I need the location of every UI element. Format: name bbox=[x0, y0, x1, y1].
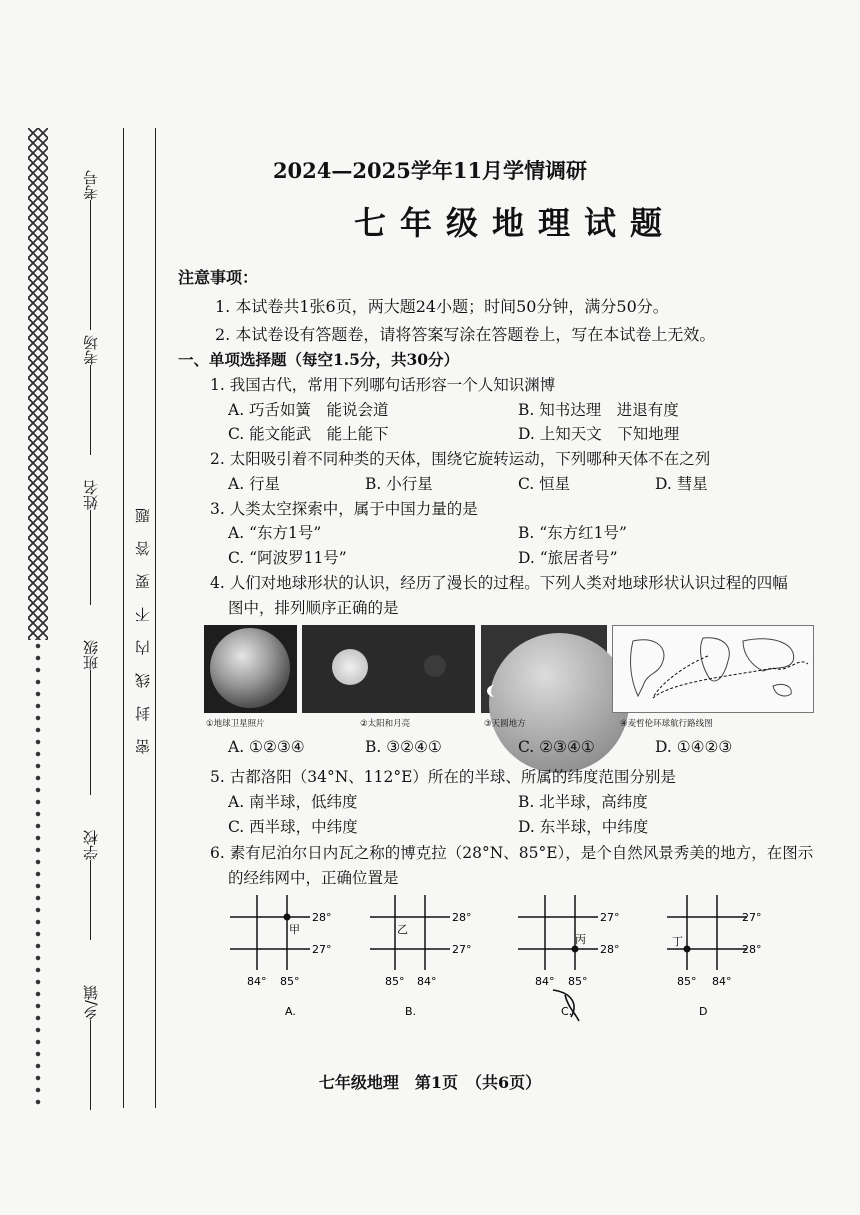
notice-item-2: 2. 本试卷设有答题卷，请将答案写涂在答题卷上，写在本试卷上无效。 bbox=[215, 325, 716, 344]
svg-text:甲: 甲 bbox=[289, 923, 300, 936]
option[interactable]: C. 西半球，中纬度 bbox=[228, 818, 358, 836]
svg-text:85°: 85° bbox=[568, 975, 588, 988]
svg-text:28°: 28° bbox=[742, 943, 762, 956]
svg-text:84°: 84° bbox=[712, 975, 732, 988]
image-caption: ③天圆地方 bbox=[484, 719, 526, 729]
field-name[interactable]: 姓名 bbox=[80, 480, 101, 605]
svg-text:85°: 85° bbox=[677, 975, 697, 988]
question-stem: 6. 素有尼泊尔日内瓦之称的博克拉（28°N、85°E），是个自然风景秀美的地方，在图示 bbox=[210, 844, 814, 862]
grid-option-c[interactable] bbox=[513, 895, 623, 1020]
field-town[interactable]: 乡/镇 bbox=[80, 985, 101, 1110]
option[interactable]: B. 北半球，高纬度 bbox=[518, 793, 648, 811]
svg-text:27°: 27° bbox=[742, 911, 762, 924]
subject-title: 七年级地理试题 bbox=[353, 204, 676, 242]
binding-dots bbox=[28, 640, 48, 1108]
svg-text:B.: B. bbox=[405, 1005, 417, 1018]
question-stem-cont: 图中，排列顺序正确的是 bbox=[228, 599, 399, 617]
option[interactable]: C. ②③④① bbox=[518, 738, 595, 756]
grid-option-a[interactable] bbox=[225, 895, 335, 1020]
option[interactable]: A. 巧舌如簧 能说会道 bbox=[228, 401, 389, 419]
svg-text:27°: 27° bbox=[600, 911, 620, 924]
field-exam-number[interactable]: 考号 bbox=[80, 170, 101, 330]
image-caption: ④麦哲伦环球航行路线图 bbox=[620, 719, 713, 729]
option[interactable]: D. 上知天文 下知地理 bbox=[518, 425, 680, 443]
option[interactable]: B. 知书达理 进退有度 bbox=[518, 401, 679, 419]
question-stem-cont: 的经纬网中，正确位置是 bbox=[228, 869, 399, 887]
option[interactable]: D. “旅居者号” bbox=[518, 549, 618, 567]
seal-notice: 密封线内不要答题 bbox=[134, 490, 152, 754]
option[interactable]: B. “东方红1号” bbox=[518, 524, 627, 542]
binding-line-1 bbox=[123, 128, 124, 1108]
image-caption: ①地球卫星照片 bbox=[206, 719, 265, 729]
grid-option-b[interactable] bbox=[365, 895, 475, 1020]
notice-heading: 注意事项： bbox=[178, 268, 259, 287]
svg-text:85°: 85° bbox=[385, 975, 405, 988]
question-stem: 5. 古都洛阳（34°N、112°E）所在的半球、所属的纬度范围分别是 bbox=[210, 768, 676, 786]
svg-text:28°: 28° bbox=[312, 911, 332, 924]
exam-title: 2024—2025学年11月学情调研 bbox=[272, 158, 588, 183]
svg-text:丁: 丁 bbox=[672, 935, 683, 948]
svg-text:A.: A. bbox=[285, 1005, 296, 1018]
field-school[interactable]: 学校 bbox=[80, 830, 101, 940]
svg-text:28°: 28° bbox=[600, 943, 620, 956]
svg-text:丙: 丙 bbox=[575, 933, 586, 946]
option[interactable]: C. 能文能武 能上能下 bbox=[228, 425, 389, 443]
svg-text:84°: 84° bbox=[247, 975, 267, 988]
svg-text:C.: C. bbox=[561, 1005, 573, 1018]
option[interactable]: B. ③②④① bbox=[365, 738, 442, 756]
svg-text:27°: 27° bbox=[312, 943, 332, 956]
image-caption: ②太阳和月亮 bbox=[360, 719, 411, 729]
earth-satellite-photo bbox=[204, 625, 297, 713]
grid-option-d[interactable] bbox=[662, 895, 772, 1020]
option[interactable]: A. 南半球，低纬度 bbox=[228, 793, 358, 811]
page-footer: 七年级地理 第1页 （共6页） bbox=[318, 1073, 542, 1092]
svg-text:85°: 85° bbox=[280, 975, 300, 988]
field-exam-room[interactable]: 考场 bbox=[80, 335, 101, 455]
option[interactable]: C. 恒星 bbox=[518, 475, 571, 493]
option[interactable]: D. ①④②③ bbox=[655, 738, 733, 756]
option[interactable]: D. 彗星 bbox=[655, 475, 708, 493]
svg-text:D: D bbox=[699, 1005, 708, 1018]
binding-line-2 bbox=[155, 128, 156, 1108]
option[interactable]: D. 东半球，中纬度 bbox=[518, 818, 649, 836]
section-heading: 一、单项选择题（每空1.5分，共30分） bbox=[178, 350, 460, 369]
svg-text:84°: 84° bbox=[535, 975, 555, 988]
question-stem: 1. 我国古代，常用下列哪句话形容一个人知识渊博 bbox=[210, 376, 556, 394]
option[interactable]: B. 小行星 bbox=[365, 475, 433, 493]
svg-text:28°: 28° bbox=[452, 911, 472, 924]
option[interactable]: C. “阿波罗11号” bbox=[228, 549, 347, 567]
sun-moon-photo bbox=[302, 625, 475, 713]
notice-item-1: 1. 本试卷共1张6页，两大题24小题；时间50分钟，满分50分。 bbox=[215, 297, 669, 316]
question-stem: 2. 太阳吸引着不同种类的天体，围绕它旋转运动，下列哪种天体不在之列 bbox=[210, 450, 711, 468]
svg-text:27°: 27° bbox=[452, 943, 472, 956]
option[interactable]: A. “东方1号” bbox=[228, 524, 322, 542]
question-stem: 3. 人类太空探索中，属于中国力量的是 bbox=[210, 500, 478, 518]
option[interactable]: A. 行星 bbox=[228, 475, 281, 493]
magellan-route-map bbox=[612, 625, 814, 713]
question-stem: 4. 人们对地球形状的认识，经历了漫长的过程。下列人类对地球形状认识过程的四幅 bbox=[210, 574, 788, 592]
field-class[interactable]: 班级 bbox=[80, 640, 101, 795]
round-sky-square-earth-photo bbox=[481, 625, 607, 713]
svg-text:84°: 84° bbox=[417, 975, 437, 988]
svg-text:乙: 乙 bbox=[397, 923, 408, 936]
option[interactable]: A. ①②③④ bbox=[228, 738, 305, 756]
